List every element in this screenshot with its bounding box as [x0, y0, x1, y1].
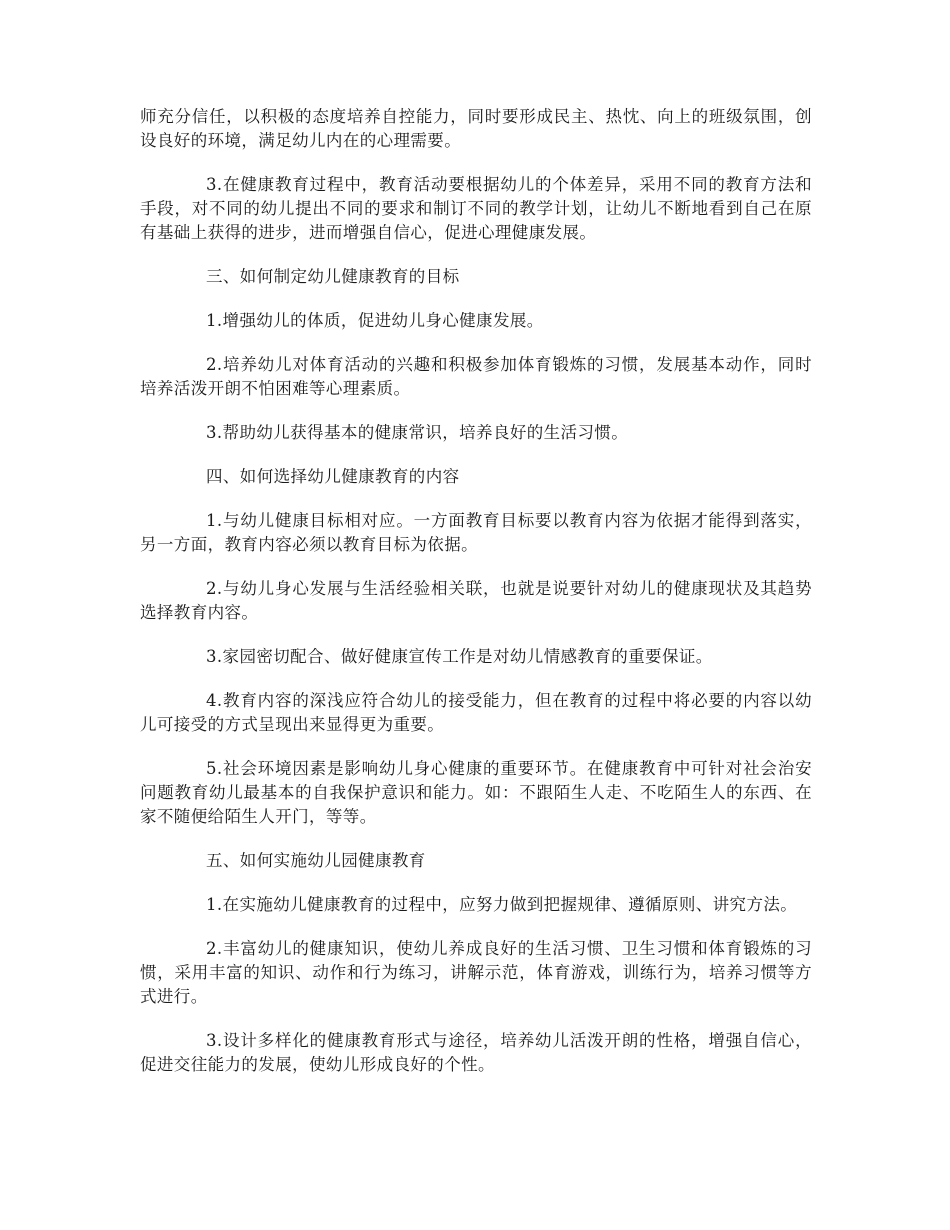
paragraph-body: 2.培养幼儿对体育活动的兴趣和积极参加体育锻炼的习惯，发展基本动作，同时培养活泼开朗不怕困难等心理素质。: [140, 355, 812, 398]
section-heading-3: 三、如何制定幼儿健康教育的目标: [206, 267, 460, 286]
paragraph-continuation: 师充分信任，以积极的态度培养自控能力，同时要形成民主、热忱、向上的班级氛围，创设良好的环境，满足幼儿内在的心理需要。: [140, 107, 812, 150]
paragraph-body: 2.与幼儿身心发展与生活经验相关联，也就是说要针对幼儿的健康现状及其趋势选择教育内容。: [140, 579, 812, 622]
paragraph-body: 3.家园密切配合、做好健康宣传工作是对幼儿情感教育的重要保证。: [206, 647, 713, 666]
section-heading-5: 五、如何实施幼儿园健康教育: [206, 851, 426, 870]
paragraph-body: 3.在健康教育过程中，教育活动要根据幼儿的个体差异，采用不同的教育方法和手段，对不同的幼儿提出不同的要求和制订不同的教学计划，让幼儿不断地看到自己在原有基础上获得的进步，进而增强自信心，促进心理健康发展。: [140, 175, 812, 242]
document-page: [140, 105, 812, 1097]
section-heading-4: 四、如何选择幼儿健康教育的内容: [206, 467, 460, 486]
paragraph-body: 5.社会环境因素是影响幼儿身心健康的重要环节。在健康教育中可针对社会治安问题教育幼儿最基本的自我保护意识和能力。如：不跟陌生人走、不吃陌生人的东西、在家不随便给陌生人开门，等等。: [140, 759, 812, 826]
paragraph-body: 3.设计多样化的健康教育形式与途径，培养幼儿活泼开朗的性格，增强自信心，促进交往能力的发展，使幼儿形成良好的个性。: [140, 1031, 812, 1074]
paragraph-body: 3.帮助幼儿获得基本的健康常识，培养良好的生活习惯。: [206, 423, 629, 442]
paragraph-body: 1.与幼儿健康目标相对应。一方面教育目标要以教育内容为依据才能得到落实，另一方面，教育内容必须以教育目标为依据。: [140, 511, 812, 554]
paragraph-body: 2.丰富幼儿的健康知识，使幼儿养成良好的生活习惯、卫生习惯和体育锻炼的习惯，采用丰富的知识、动作和行为练习，讲解示范，体育游戏，训练行为，培养习惯等方式进行。: [140, 939, 812, 1006]
paragraph-body: 1.在实施幼儿健康教育的过程中，应努力做到把握规律、遵循原则、讲究方法。: [206, 895, 798, 914]
paragraph-body: 1.增强幼儿的体质，促进幼儿身心健康发展。: [206, 311, 544, 330]
paragraph-body: 4.教育内容的深浅应符合幼儿的接受能力，但在教育的过程中将必要的内容以幼儿可接受的方式呈现出来显得更为重要。: [140, 691, 812, 734]
